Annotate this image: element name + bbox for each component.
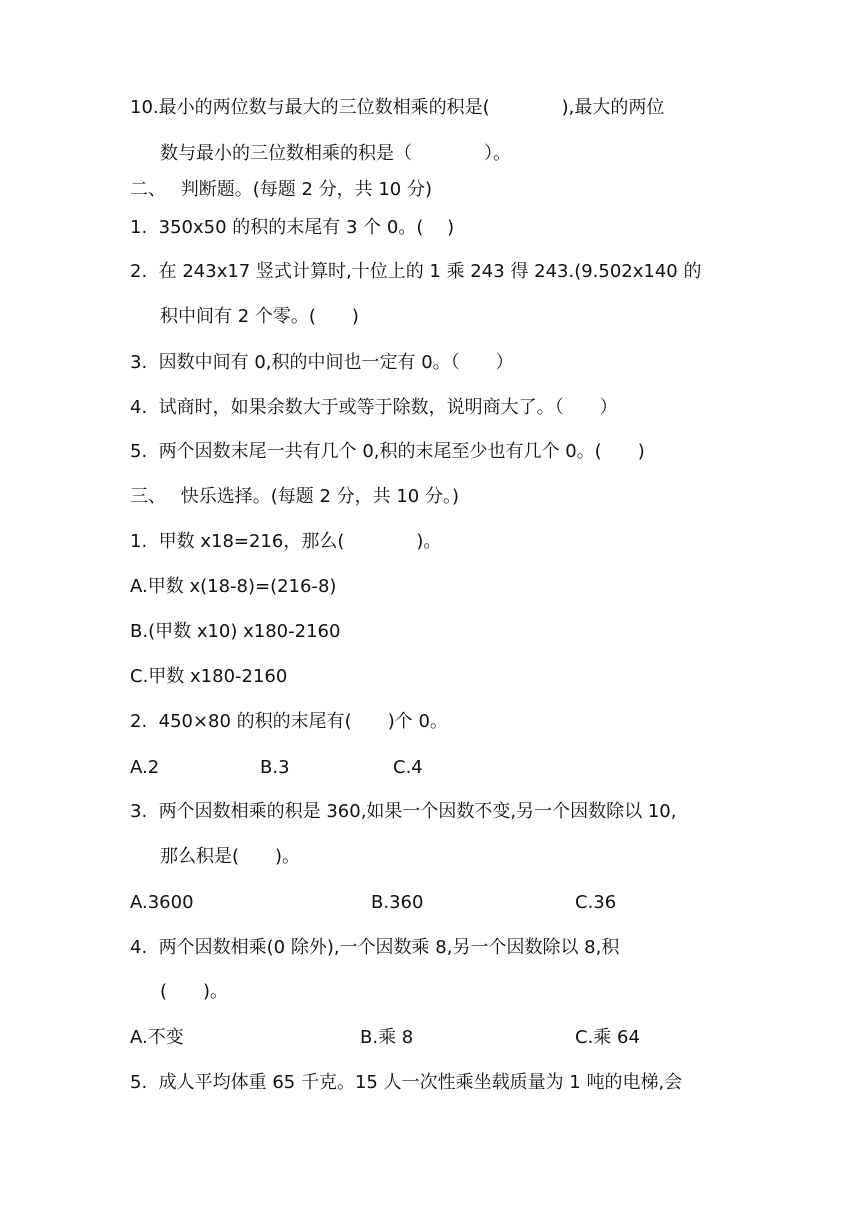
judge-question-2-line-2: 积中间有 2 个零。( ) bbox=[160, 306, 359, 327]
section-2-heading: 二、 判断题。(每题 2 分，共 10 分) bbox=[130, 179, 433, 200]
q10-line-1: 10.最小的两位数与最大的三位数相乘的积是( ),最大的两位 bbox=[130, 97, 665, 118]
judge-question-4: 4. 试商时，如果余数大于或等于除数，说明商大了。（ ） bbox=[130, 397, 618, 418]
judge-question-1: 1. 350x50 的积的末尾有 3 个 0。( ) bbox=[130, 217, 455, 238]
choice-q1-option-a: A.甲数 x(18-8)=(216-8) bbox=[130, 576, 337, 597]
choice-q1-option-b: B.(甲数 x10) x180-2160 bbox=[130, 621, 341, 642]
choice-q3-line-1: 3. 两个因数相乘的积是 360,如果一个因数不变,另一个因数除以 10, bbox=[130, 801, 677, 822]
choice-q4-option-c: C.乘 64 bbox=[575, 1027, 640, 1048]
judge-question-5: 5. 两个因数末尾一共有几个 0,积的末尾至少也有几个 0。( ) bbox=[130, 441, 645, 462]
choice-q3-option-b: B.360 bbox=[371, 892, 424, 913]
choice-q1-option-c: C.甲数 x180-2160 bbox=[130, 666, 288, 687]
choice-q3-option-c: C.36 bbox=[575, 892, 617, 913]
q10-line-2: 数与最小的三位数相乘的积是（ ）。 bbox=[160, 143, 511, 164]
judge-question-3: 3. 因数中间有 0,积的中间也一定有 0。（ ） bbox=[130, 352, 514, 373]
judge-question-2-line-1: 2. 在 243x17 竖式计算时,十位上的 1 乘 243 得 243.(9.502x140 的 bbox=[130, 261, 702, 282]
choice-q2-option-b: B.3 bbox=[260, 757, 290, 778]
choice-q4-line-2: ( )。 bbox=[160, 981, 229, 1002]
choice-q4-line-1: 4. 两个因数相乘(0 除外),一个因数乘 8,另一个因数除以 8,积 bbox=[130, 937, 620, 958]
choice-q2-option-c: C.4 bbox=[393, 757, 423, 778]
choice-q2-option-a: A.2 bbox=[130, 757, 160, 778]
choice-q3-line-2: 那么积是( )。 bbox=[160, 846, 301, 867]
section-3-heading: 三、 快乐选择。(每题 2 分，共 10 分。) bbox=[130, 486, 460, 507]
choice-q2-stem: 2. 450×80 的积的末尾有( )个 0。 bbox=[130, 711, 448, 732]
choice-q1-stem: 1. 甲数 x18=216，那么( )。 bbox=[130, 531, 442, 552]
choice-q4-option-a: A.不变 bbox=[130, 1027, 184, 1048]
choice-q5-line-1: 5. 成人平均体重 65 千克。15 人一次性乘坐载质量为 1 吨的电梯,会 bbox=[130, 1072, 683, 1093]
choice-q4-option-b: B.乘 8 bbox=[360, 1027, 414, 1048]
choice-q3-option-a: A.3600 bbox=[130, 892, 194, 913]
